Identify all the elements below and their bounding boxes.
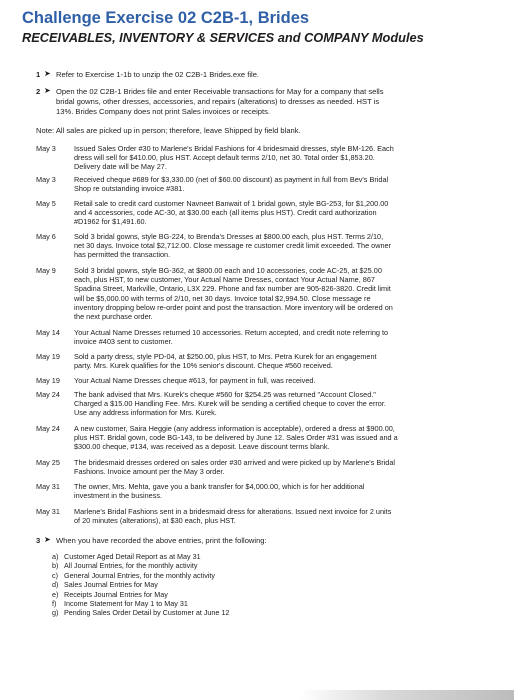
entry-may-31-alterations bbox=[36, 507, 506, 526]
step-line: Open the 02 C2B-1 Brides file and enter Receivable transactions for May for a company that sells bbox=[56, 87, 384, 96]
document-subtitle: RECEIVABLES, INVENTORY & SERVICES and COMPANY Modules bbox=[22, 30, 424, 45]
entry-text: Sold a party dress, style PD-04, at $250.00, plus HST, to Mrs. Petra Kurek for an engagement party. Mrs. Kurek qualifies for the 10% senior's discount. Cheque #560 received. bbox=[74, 352, 377, 371]
entry-date: May 19 bbox=[36, 376, 60, 385]
entry-date: May 6 bbox=[36, 232, 56, 241]
entry-date: May 9 bbox=[36, 266, 56, 275]
list-item: e) Receipts Journal Entries for May bbox=[52, 589, 168, 599]
list-item: f) Income Statement for May 1 to May 31 bbox=[52, 599, 188, 609]
right-arrow-icon: ➤ bbox=[44, 535, 51, 544]
right-arrow-icon: ➤ bbox=[44, 69, 51, 78]
entry-text: Your Actual Name Dresses returned 10 accessories. Return accepted, and credit note referring to invoice #403 sent to customer. bbox=[74, 328, 389, 347]
step-3 bbox=[36, 536, 506, 548]
step-2 bbox=[36, 87, 506, 119]
entry-date: May 24 bbox=[36, 390, 60, 399]
step-text: When you have recorded the above entries, print the following: bbox=[56, 536, 267, 545]
pickup-note: Note: All sales are picked up in person; therefore, leave Shipped by field blank. bbox=[36, 126, 301, 135]
list-item: a) Customer Aged Detail Report as at May 31 bbox=[52, 552, 201, 561]
entry-may-14-return bbox=[36, 328, 506, 347]
entry-may-31-investment bbox=[36, 482, 506, 501]
entry-text: Marlene's Bridal Fashions sent in a bridesmaid dress for alterations. Issued next invoice for 2 units of 20 minutes (alterations), at $30 each, plus HST. bbox=[74, 507, 392, 526]
list-item: g) Pending Sales Order Detail by Customer at June 12 bbox=[52, 608, 230, 618]
entry-text: Sold 3 bridal gowns, style BG-224, to Brenda's Dresses at $800.00 each, plus HST. Terms 2/10, net 30 days. Invoice total $2,712.00. Close message re customer credit limit exceeded. The owner has permitted the transaction. bbox=[74, 232, 392, 260]
entry-text: The owner, Mrs. Mehta, gave you a bank transfer for $4,000.00, which is for her additional investment in the business. bbox=[74, 482, 365, 501]
page-edge-shadow bbox=[300, 690, 514, 700]
report-list bbox=[52, 552, 229, 618]
entry-text: The bank advised that Mrs. Kurek's cheque #560 for $254.25 was returned "Account Closed." Charged a $15.00 Handling Fee. Mrs. Kurek will be sending a certified cheque to cover the error. Use any address information for Mrs. Kurek. bbox=[74, 390, 386, 418]
entry-text: Your Actual Name Dresses cheque #613, for payment in full, was received. bbox=[74, 376, 316, 385]
entry-may-6-sale bbox=[36, 232, 506, 260]
list-item: c) General Journal Entries, for the monthly activity bbox=[52, 570, 216, 580]
right-arrow-icon: ➤ bbox=[44, 86, 51, 95]
entry-date: May 31 bbox=[36, 482, 60, 491]
entry-date: May 5 bbox=[36, 199, 56, 208]
list-item: d) Sales Journal Entries for May bbox=[52, 580, 158, 590]
list-item: b) All Journal Entries, for the monthly activity bbox=[52, 561, 198, 571]
entry-may-9-sale bbox=[36, 266, 506, 322]
document-header bbox=[22, 8, 506, 47]
entry-date: May 3 bbox=[36, 144, 56, 153]
entry-may-24-new-customer bbox=[36, 424, 506, 452]
step-line: bridal gowns, other dresses, accessories, and repairs (alterations) to dresses as needed. HST is bbox=[56, 97, 380, 106]
entry-date: May 3 bbox=[36, 175, 56, 184]
step-number: 1 bbox=[36, 70, 41, 79]
document-title: Challenge Exercise 02 C2B-1, Brides bbox=[22, 9, 310, 27]
step-text bbox=[56, 87, 504, 117]
entry-date: May 14 bbox=[36, 328, 60, 337]
entry-text: Sold 3 bridal gowns, style BG-362, at $800.00 each and 10 accessories, code AC-25, at $25.00 each, plus HST, to new customer, Your Actual Name Dresses, contact Your Actual Name, 867 Spadina Street, Markville, Ontario, L3X 229. Phone and fax number are 905-826-3820. Credit limit will be $5,000.00 with terms of 2/10, net 30 days. Invoice total $2,994.50. Close message re inventory dropping below re-order point and post the transaction. More inventory will be ordered on the next purchase order. bbox=[74, 266, 393, 322]
step-1 bbox=[36, 70, 506, 82]
step-number: 3 bbox=[36, 536, 41, 545]
entry-date: May 31 bbox=[36, 507, 60, 516]
entry-may-24-nsf-cheque bbox=[36, 390, 506, 418]
step-number: 2 bbox=[36, 87, 41, 96]
step-line: 13%. Brides Company does not print Sales invoices or receipts. bbox=[56, 107, 270, 116]
entry-text: A new customer, Saira Heggie (any address information is acceptable), ordered a dress at $900.00, plus HST. Bridal gown, code BG-143, to be delivered by June 12. Sales Order #31 was issued and a $300.00 cheque, #134, was received as a deposit. Leave discount terms blank. bbox=[74, 424, 398, 452]
entry-text: The bridesmaid dresses ordered on sales order #30 arrived and were picked up by Marlene's Bridal Fashions. Invoice amount per the May 3 order. bbox=[74, 458, 396, 477]
entry-text: Retail sale to credit card customer Navneet Banwait of 1 bridal gown, style BG-253, for $1,200.00 and 4 accessories, code AC-30, at $30.00 each (all items plus HST). Credit card authorization #D1962 for $1,491.60. bbox=[74, 199, 389, 227]
entry-date: May 25 bbox=[36, 458, 60, 467]
step-text: Refer to Exercise 1-1b to unzip the 02 C2B-1 Brides.exe file. bbox=[56, 70, 260, 79]
entry-date: May 24 bbox=[36, 424, 60, 433]
entry-text: Received cheque #689 for $3,330.00 (net of $60.00 discount) as payment in full from Bev's Bridal Shop re outstanding invoice #381. bbox=[74, 175, 389, 194]
entry-may-19-payment bbox=[36, 376, 506, 386]
entry-may-5-retail-sale bbox=[36, 199, 506, 227]
entry-text: Issued Sales Order #30 to Marlene's Bridal Fashions for 4 bridesmaid dresses, style BM-126. Each dress will sell for $410.00, plus HST. Accept default terms 2/10, net 30. Total order $1,853.20. Delivery date will be May 27. bbox=[74, 144, 394, 172]
entry-date: May 19 bbox=[36, 352, 60, 361]
entry-may-3-sales-order bbox=[36, 144, 506, 172]
entry-may-3-receipt bbox=[36, 175, 506, 194]
entry-may-19-party-dress bbox=[36, 352, 506, 371]
entry-may-25-invoice bbox=[36, 458, 506, 477]
